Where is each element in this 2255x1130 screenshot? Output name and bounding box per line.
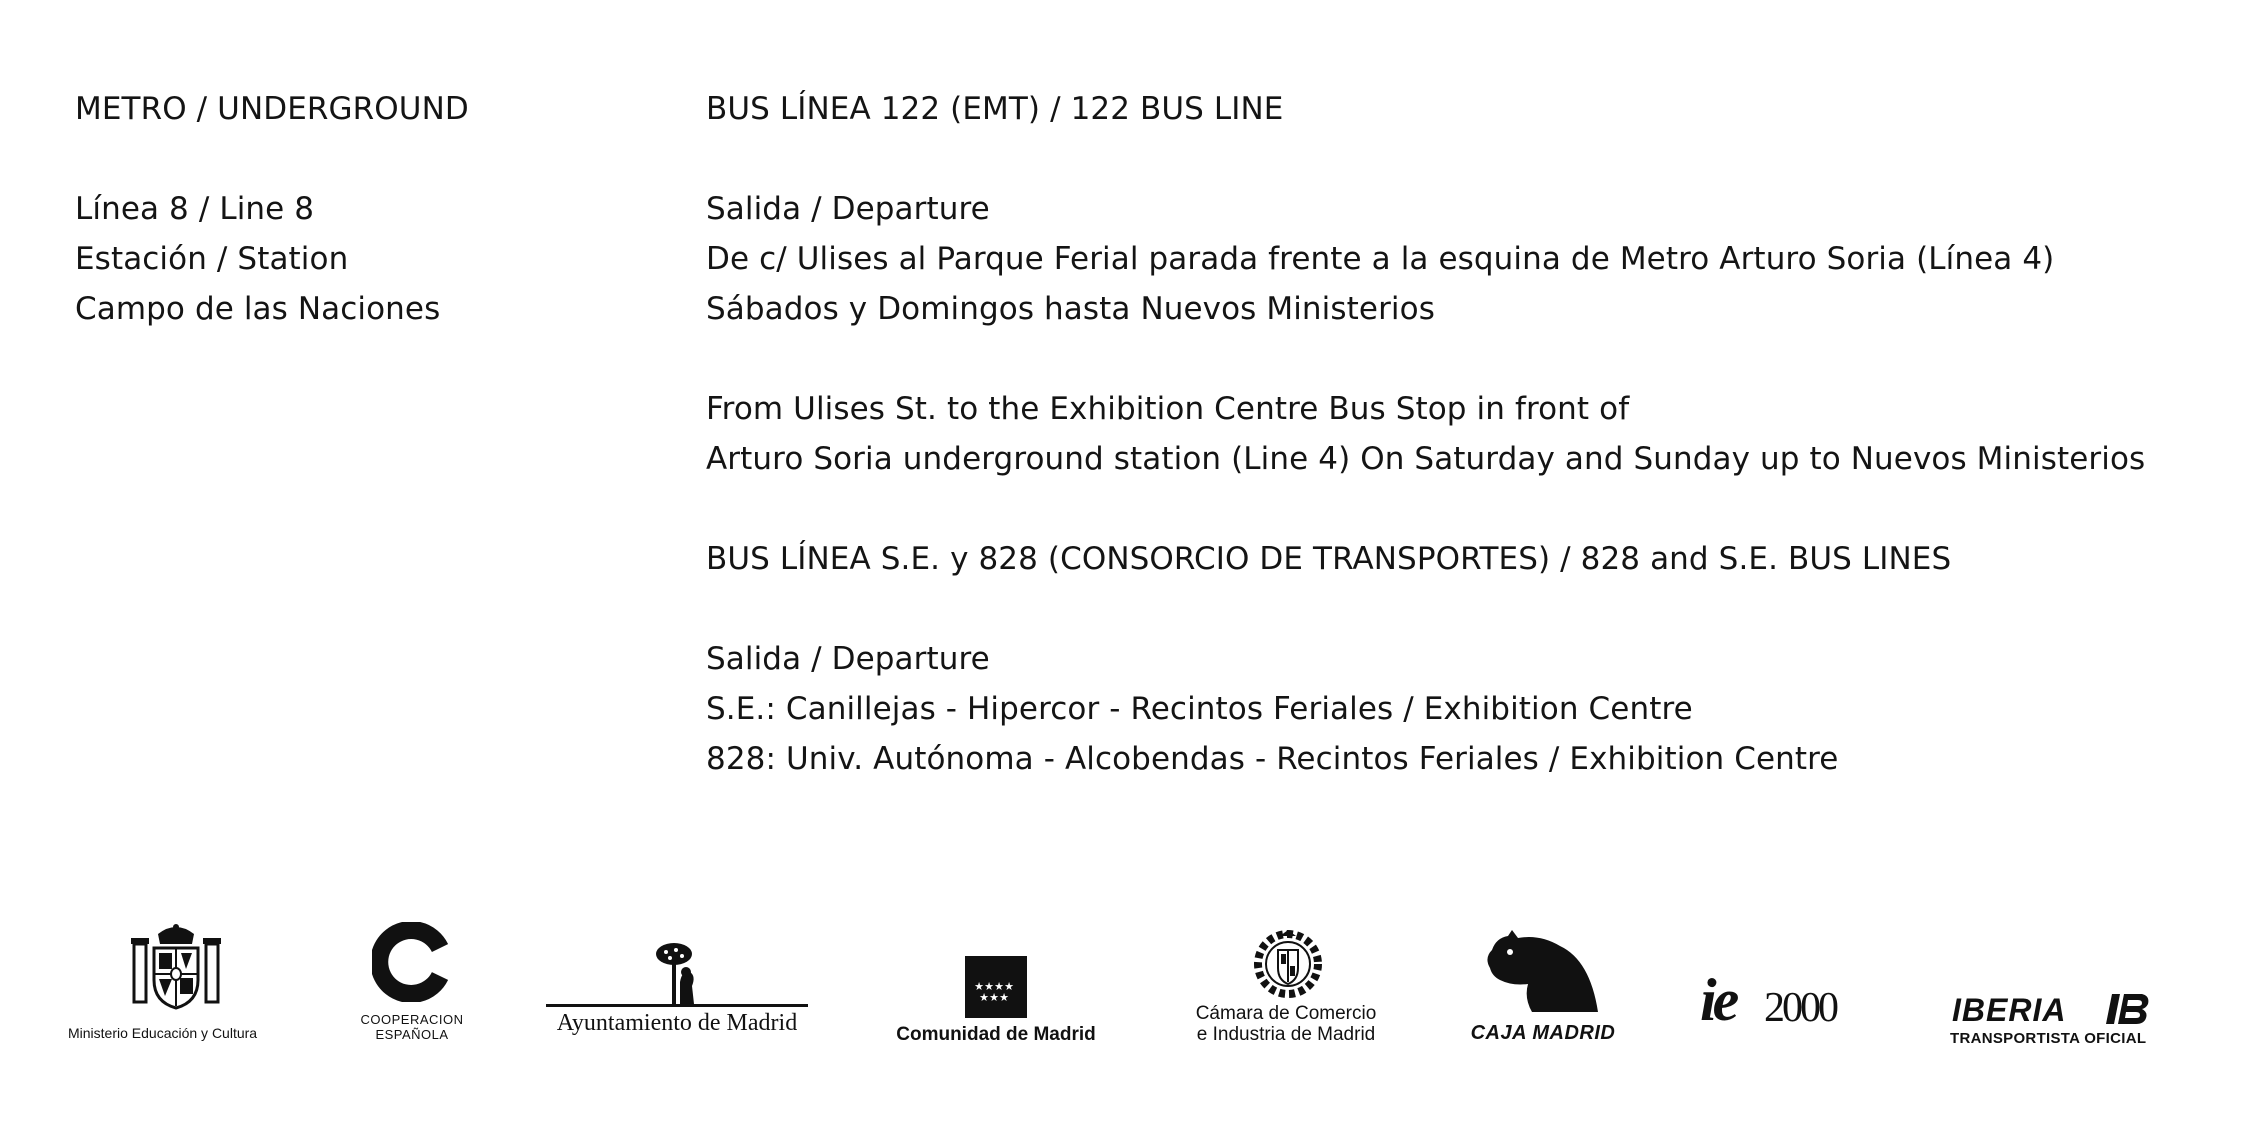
svg-text:★: ★ (974, 980, 984, 993)
bus-se-route: S.E.: Canillejas - Hipercor - Recintos Feriales / Exhibition Centre (706, 691, 1693, 727)
bus-se-828-heading: BUS LÍNEA S.E. y 828 (CONSORCIO DE TRANSPORTES) / 828 and S.E. BUS LINES (706, 541, 1952, 577)
comunidad-flag-icon (965, 956, 1027, 1018)
metro-station-name: Campo de las Naciones (75, 291, 441, 327)
camara-emblem-icon (1252, 928, 1324, 998)
ayuntamiento-label: Ayuntamiento de Madrid (556, 1010, 798, 1036)
ie-number: 2000 (1764, 985, 1836, 1031)
camara-label-line1: Cámara de Comercio (1195, 1003, 1377, 1024)
bus-828-route: 828: Univ. Autónoma - Alcobendas - Recintos Feriales / Exhibition Centre (706, 741, 1839, 777)
metro-heading: METRO / UNDERGROUND (75, 91, 469, 127)
bus122-heading: BUS LÍNEA 122 (EMT) / 122 BUS LINE (706, 91, 1284, 127)
cooperacion-logo-icon (372, 922, 448, 1002)
bus122-es-line2: Sábados y Domingos hasta Nuevos Ministerios (706, 291, 1435, 327)
coat-of-arms-icon (128, 922, 224, 1014)
ayuntamiento-rule (546, 1004, 808, 1008)
svg-text:★: ★ (984, 980, 994, 993)
camara-label-line2: e Industria de Madrid (1196, 1024, 1376, 1045)
metro-line: Línea 8 / Line 8 (75, 191, 315, 227)
comunidad-label: Comunidad de Madrid (896, 1024, 1096, 1045)
svg-text:★: ★ (999, 991, 1009, 1004)
svg-text:★: ★ (994, 980, 1004, 993)
caja-label: CAJA MADRID (1470, 1022, 1616, 1044)
iberia-tagline: TRANSPORTISTA OFICIAL (1950, 1030, 2147, 1047)
bear-strawberry-tree-icon (652, 942, 702, 1006)
svg-text:★: ★ (1004, 980, 1014, 993)
metro-station-label: Estación / Station (75, 241, 349, 277)
bus122-departure: Salida / Departure (706, 191, 990, 227)
metro-section (75, 84, 469, 334)
bus-section (706, 84, 2145, 784)
cooperacion-label-line1: COOPERACION (360, 1012, 464, 1027)
caja-bear-icon (1482, 928, 1604, 1016)
ie-mark: ie (1700, 967, 1736, 1033)
bus122-es-line1: De c/ Ulises al Parque Ferial parada frente a la esquina de Metro Arturo Soria (Línea 4) (706, 241, 2055, 277)
iberia-ib-icon (2106, 992, 2150, 1026)
svg-text:★: ★ (979, 991, 989, 1004)
sponsor-logos (0, 900, 2255, 1100)
svg-text:★: ★ (989, 991, 999, 1004)
ministerio-label: Ministerio Educación y Cultura (68, 1025, 258, 1041)
iberia-wordmark: IBERIA (1952, 992, 2067, 1028)
bus122-en-line1: From Ulises St. to the Exhibition Centre Bus Stop in front of (706, 391, 1630, 427)
bus122-en-line2: Arturo Soria underground station (Line 4) On Saturday and Sunday up to Nuevos Ministerios (706, 441, 2146, 477)
cooperacion-label-line2: ESPAÑOLA (375, 1027, 449, 1042)
bus-se-828-departure: Salida / Departure (706, 641, 990, 677)
